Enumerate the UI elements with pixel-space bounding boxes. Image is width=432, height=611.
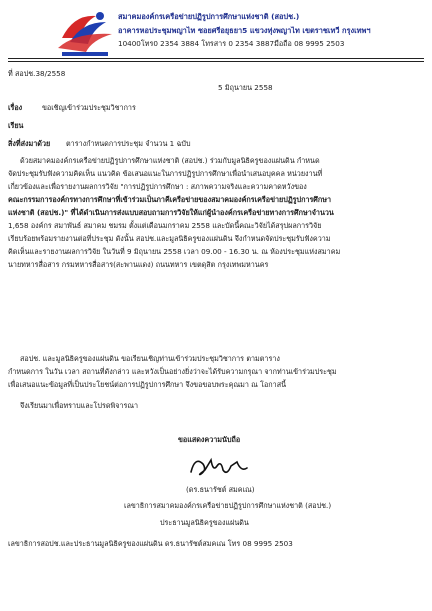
paragraph-line: แห่งชาติ (สอปช.)" ที่ได้ดำเนินการส่งแบบสอบถามการวิจัยให้แก่ผู้นำองค์กรเครือข่ายทางการศึกษาจำนวน: [8, 208, 334, 217]
signer-name: (ดร.ธนารัชต์ สมคเณ): [186, 485, 255, 494]
enclosure-text: ตารางกำหนดการประชุม จำนวน 1 ฉบับ: [66, 139, 191, 148]
header-divider-thin: [8, 61, 424, 62]
paragraph-line: คณะกรรมการองค์กรทางการศึกษาที่เข้าร่วมเป็นภาคีเครือข่ายของสมาคมองค์กรเครือข่ายปฏิรูปการศึกษา: [8, 195, 331, 204]
letter-date: 5 มิถุนายน 2558: [218, 83, 273, 92]
body-paragraph-2: [8, 352, 423, 391]
paragraph-line: เรียบร้อยพร้อมรายงานต่อที่ประชุม ดังนั้น สอปช.และมูลนิธิครูของแผ่นดิน จึงกำหนดจัดประชุมรับฟังความ: [8, 234, 331, 243]
enclosure-label: สิ่งที่ส่งมาด้วย: [8, 139, 51, 148]
paragraph-line: 1,658 องค์กร สมาพันธ์ สมาคม ชมรม ตั้งแต่เดือนมกราคม 2558 และบัดนี้คณะวิจัยได้สรุปผลการวิจัย: [8, 221, 322, 230]
paragraph-line: สอปช. และมูลนิธิครูของแผ่นดิน ขอเรียนเชิญท่านเข้าร่วมประชุมวิชาการ ตามตาราง: [20, 354, 280, 363]
header-divider: [8, 58, 424, 59]
reference-number: ที่ สอปช.38/2558: [8, 69, 66, 78]
body-paragraph-1: [8, 154, 423, 271]
subject-text: ขอเชิญเข้าร่วมประชุมวิชาการ: [42, 103, 136, 112]
paragraph-line: กำหนดการ ในวัน เวลา สถานที่ดังกล่าว และหวังเป็นอย่างยิ่งว่าจะได้รับความกรุณา จากท่านเข้าร่วมประชุม: [8, 367, 337, 376]
association-logo: [56, 8, 116, 60]
subject-label: เรื่อง: [8, 103, 23, 112]
association-name: สมาคมองค์กรเครือข่ายปฏิรูปการศึกษาแห่งชาติ (สอปช.): [118, 12, 300, 21]
signer-title-2: ประธานมูลนิธิครูของแผ่นดิน: [160, 518, 249, 527]
paragraph-line: นายทหารสื่อสาร กรมทหารสื่อสาร(สะพานแดง) ถนนทหาร เขตดุสิต กรุงเทพมหานคร: [8, 260, 269, 269]
paragraph-line: คิดเห็นและรายงานผลการวิจัย ในวันที่ 9 มิถุนายน 2558 เวลา 09.00 - 16.30 น. ณ ห้องประชุมแห่งสมาคม: [8, 247, 341, 256]
paragraph-line: เพื่อเสนอแนะข้อมูลที่เป็นประโยชน์ต่อการปฏิรูปการศึกษา จึงขอขอบพระคุณมา ณ โอกาสนี้: [8, 380, 286, 389]
paragraph-line: จัดประชุมรับฟังความคิดเห็น แนวคิด ข้อเสนอแนะในการปฏิรูปการศึกษาเพื่อนำเสนอบุคคล หน่วยงานที่: [8, 169, 323, 178]
closing-request: [8, 399, 423, 412]
paragraph-line: เกี่ยวข้องและเพื่อรายงานผลการวิจัย "การปฏิรูปการศึกษา : สภาพความจริงและความคาดหวังของ: [8, 182, 307, 191]
association-contact: 10400โทร0 2354 3884 โทรสาร 0 2354 3887มือถือ 08 9995 2503: [118, 39, 345, 48]
paragraph-line: ด้วยสมาคมองค์กรเครือข่ายปฏิรูปการศึกษาแห่งชาติ (สอปช.) ร่วมกับมูลนิธิครูของแผ่นดิน กำหนด: [20, 156, 320, 165]
salutation: เรียน: [8, 121, 24, 130]
association-address: อาคารหอประชุมพญาไท ซอยศรีอยุธยา5 แขวงทุ่งพญาไท เขตราชเทวี กรุงเทพฯ: [118, 26, 371, 35]
closing-phrase: ขอแสดงความนับถือ: [178, 435, 241, 444]
handwritten-signature: [185, 452, 255, 480]
signer-title-1: เลขาธิการสมาคมองค์กรเครือข่ายปฏิรูปการศึกษาแห่งชาติ (สอปช.): [124, 501, 332, 510]
paragraph-line: จึงเรียนมาเพื่อทราบและโปรดพิจารณา: [20, 401, 139, 410]
contact-footer: เลขาธิการสอปช.และประธานมูลนิธิครูของแผ่นดิน ดร.ธนารัชต์สมคเณ โทร 08 9995 2503: [8, 539, 293, 548]
